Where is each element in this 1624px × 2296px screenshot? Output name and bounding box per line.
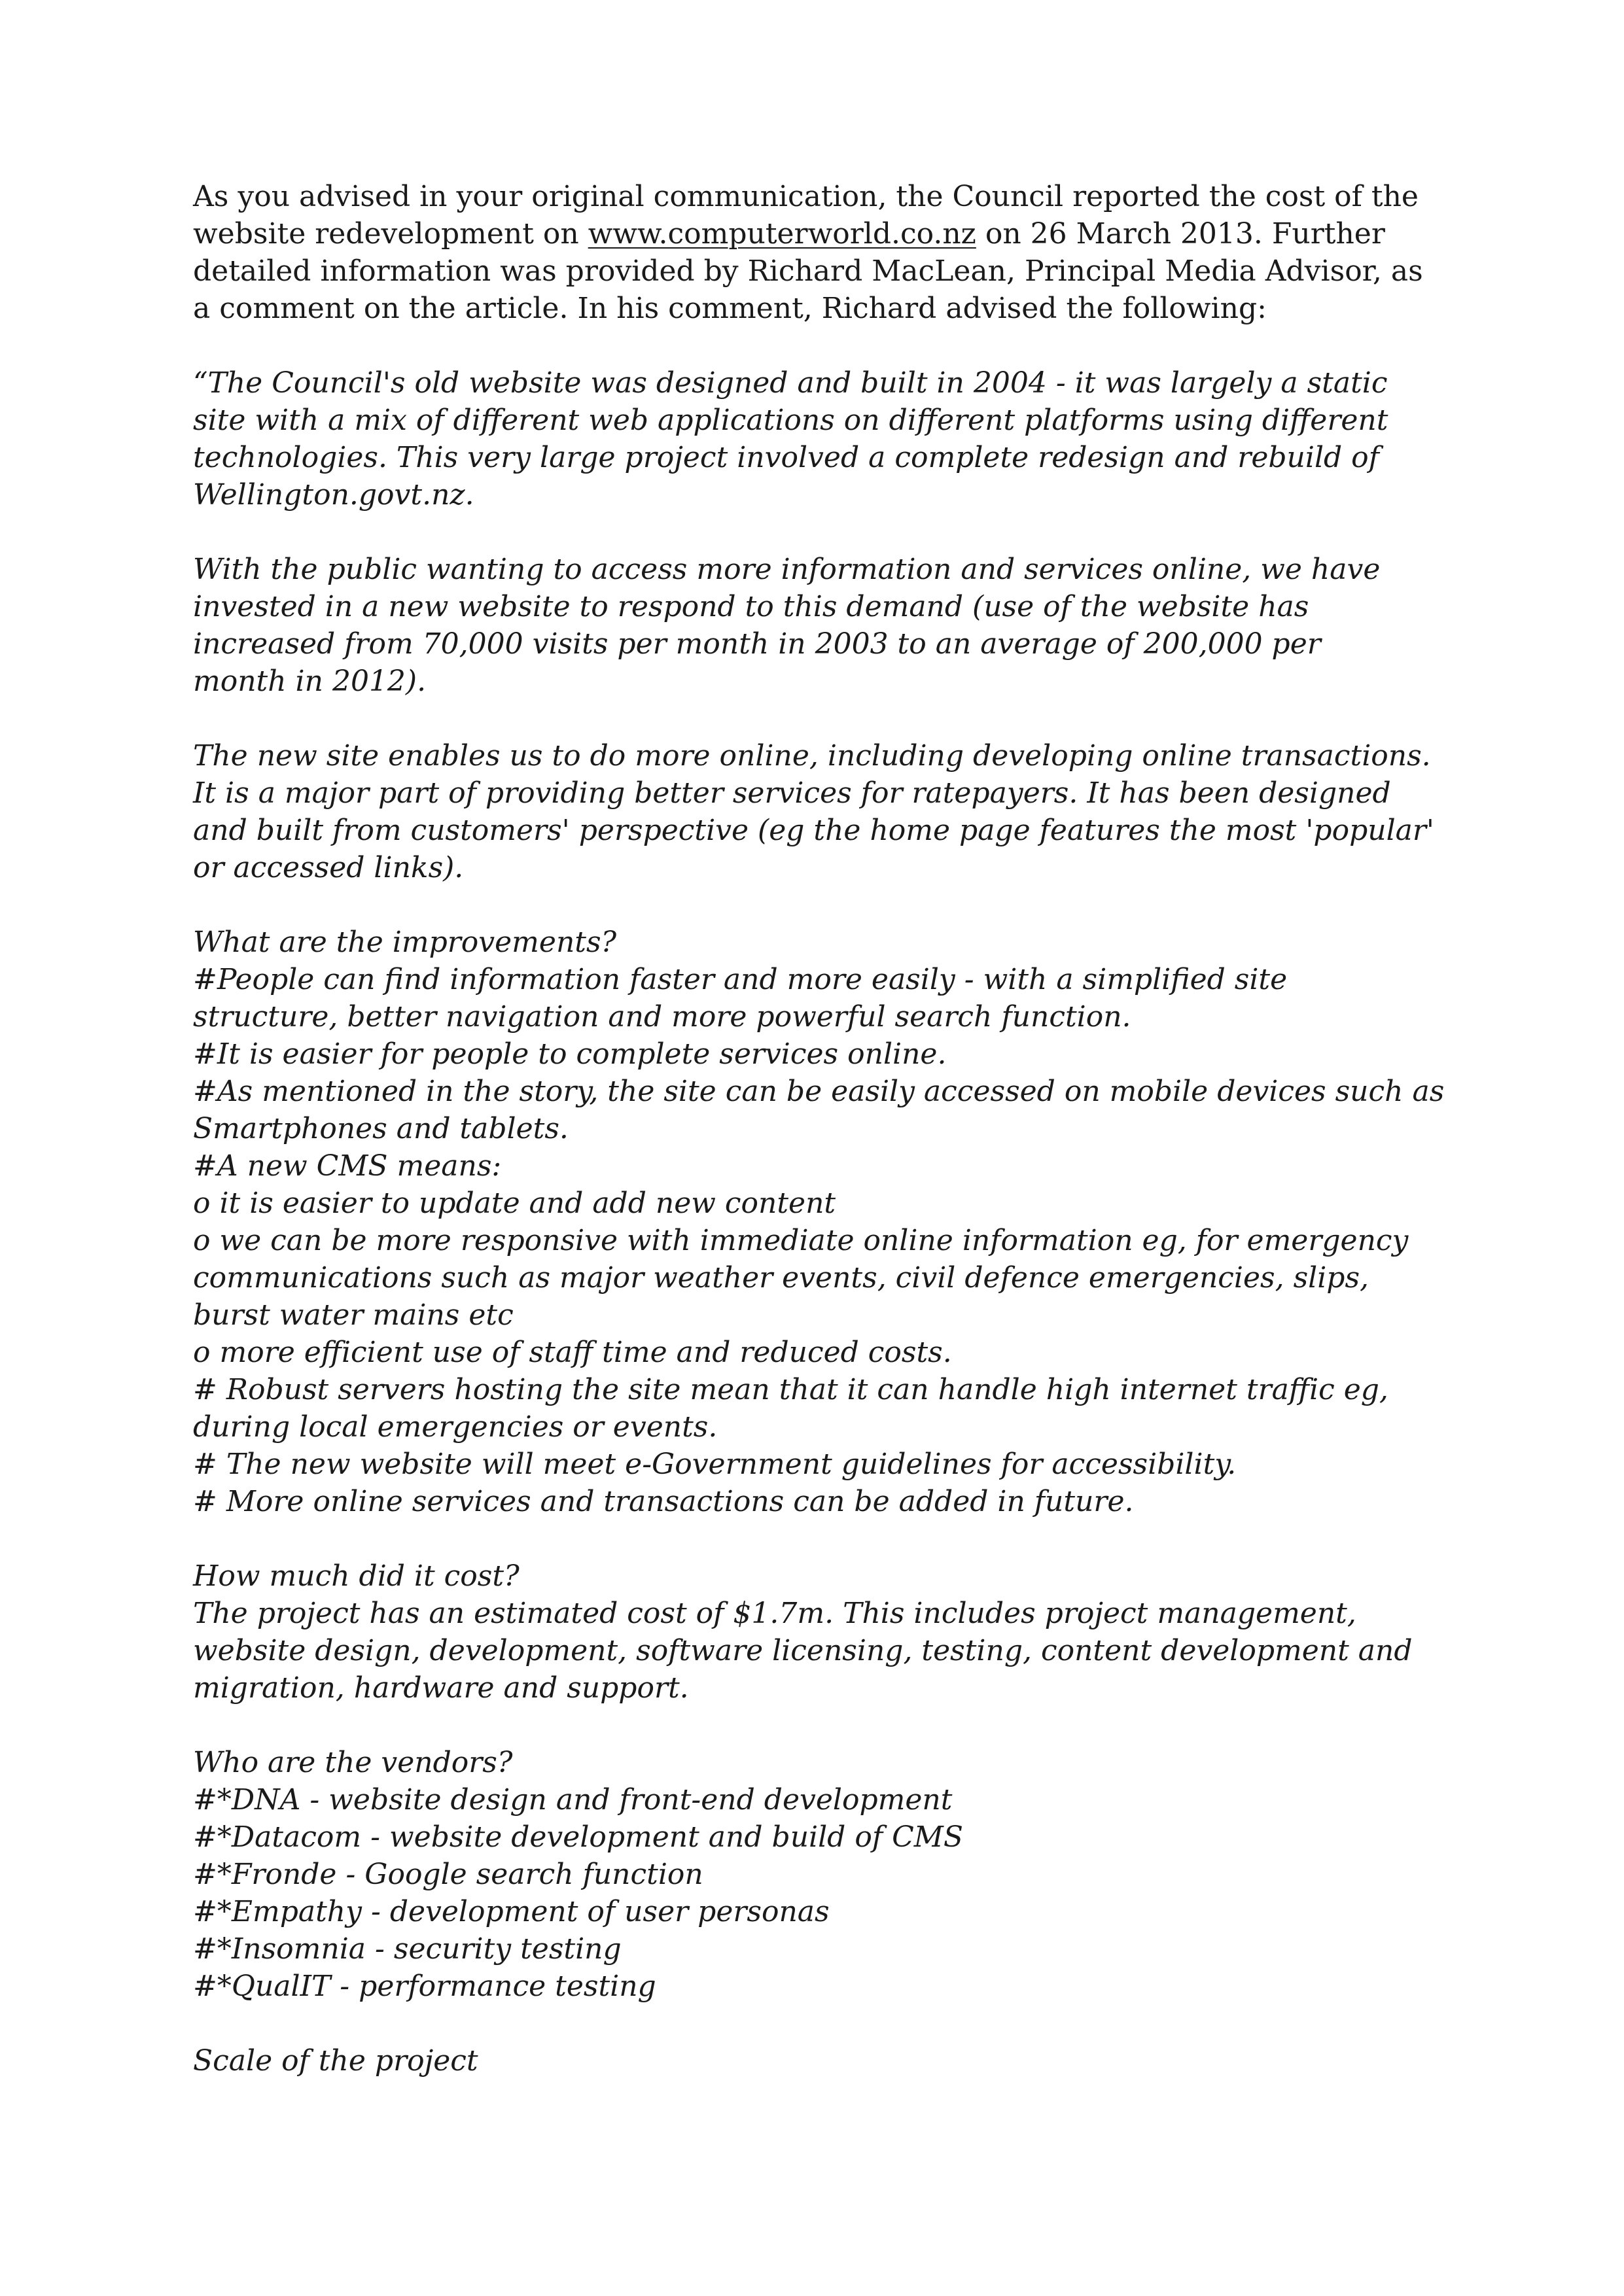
text-line: The project has an estimated cost of $1.7m. This includes project management, [193,1597,1356,1630]
text-line: increased from 70,000 visits per month in 2003 to an average of 200,000 per [193,627,1321,661]
text-fragment: on 26 March 2013. Further [976,217,1385,251]
text-line: It is a major part of providing better services for ratepayers. It has been designed [193,776,1391,810]
text-line: o it is easier to update and add new content [193,1187,836,1220]
text-line: “The Council's old website was designed and built in 2004 - it was largely a static [193,366,1388,400]
text-line: structure, better navigation and more powerful search function. [193,1000,1131,1034]
text-line: Smartphones and tablets. [193,1112,569,1145]
text-line: Wellington.govt.nz. [193,478,474,512]
text-line: burst water mains etc [193,1298,514,1332]
quote-paragraph-new-site [193,737,1456,886]
text-line: #People can find information faster and more easily - with a simplified site [193,963,1288,996]
text-fragment: website redevelopment on [193,217,588,251]
list-item: #*DNA - website design and front-end development [193,1783,953,1817]
text-line: As you advised in your original communication, the Council reported the cost of the [193,180,1419,213]
improvements-section [193,924,1456,1520]
document-page [193,178,1456,2117]
text-line: a comment on the article. In his comment, Richard advised the following: [193,292,1267,325]
quote-paragraph-demand [193,551,1456,700]
text-line: #A new CMS means: [193,1149,502,1183]
quote-paragraph-old-website [193,364,1456,513]
text-line: or accessed links). [193,851,464,884]
text-line: website design, development, software licensing, testing, content development and [193,1634,1413,1667]
text-line: With the public wanting to access more information and services online, we have [193,553,1381,586]
text-line: during local emergencies or events. [193,1410,718,1444]
list-item: #*QualIT - performance testing [193,1970,656,2003]
text-line: invested in a new website to respond to this demand (use of the website has [193,590,1309,623]
list-item: #*Insomnia - security testing [193,1932,622,1966]
text-line: # The new website will meet e-Government guidelines for accessibility. [193,1448,1237,1481]
text-line: #It is easier for people to complete services online. [193,1037,947,1071]
text-line: migration, hardware and support. [193,1671,689,1705]
text-line: # More online services and transactions can be added in future. [193,1485,1134,1518]
cost-section [193,1557,1456,1707]
section-heading: What are the improvements? [193,926,617,959]
list-item: #*Empathy - development of user personas [193,1895,830,1928]
text-line: and built from customers' perspective (eg the home page features the most 'popular' [193,814,1435,847]
text-line: technologies. This very large project involved a complete redesign and rebuild of [193,441,1379,474]
text-line: #As mentioned in the story, the site can be easily accessed on mobile devices such as [193,1075,1445,1108]
text-line: # Robust servers hosting the site mean that it can handle high internet traffic eg, [193,1373,1388,1406]
intro-paragraph [193,178,1456,327]
text-line: month in 2012). [193,665,427,698]
scale-section [193,2042,1456,2079]
text-line [193,215,1456,252]
text-line: communications such as major weather events, civil defence emergencies, slips, [193,1261,1369,1295]
computerworld-link[interactable]: www.computerworld.co.nz [588,217,976,251]
vendors-section [193,1744,1456,2005]
list-item: #*Fronde - Google search function [193,1858,703,1891]
text-line: The new site enables us to do more online, including developing online transactions. [193,739,1431,773]
list-item: #*Datacom - website development and build of CMS [193,1820,963,1854]
section-heading: How much did it cost? [193,1559,520,1593]
section-heading: Who are the vendors? [193,1746,513,1779]
text-line: o more efficient use of staff time and reduced costs. [193,1336,952,1369]
section-heading: Scale of the project [193,2044,478,2078]
text-line: detailed information was provided by Richard MacLean, Principal Media Advisor, as [193,254,1423,288]
text-line: site with a mix of different web applications on different platforms using different [193,404,1388,437]
text-line: o we can be more responsive with immediate online information eg, for emergency [193,1224,1409,1257]
